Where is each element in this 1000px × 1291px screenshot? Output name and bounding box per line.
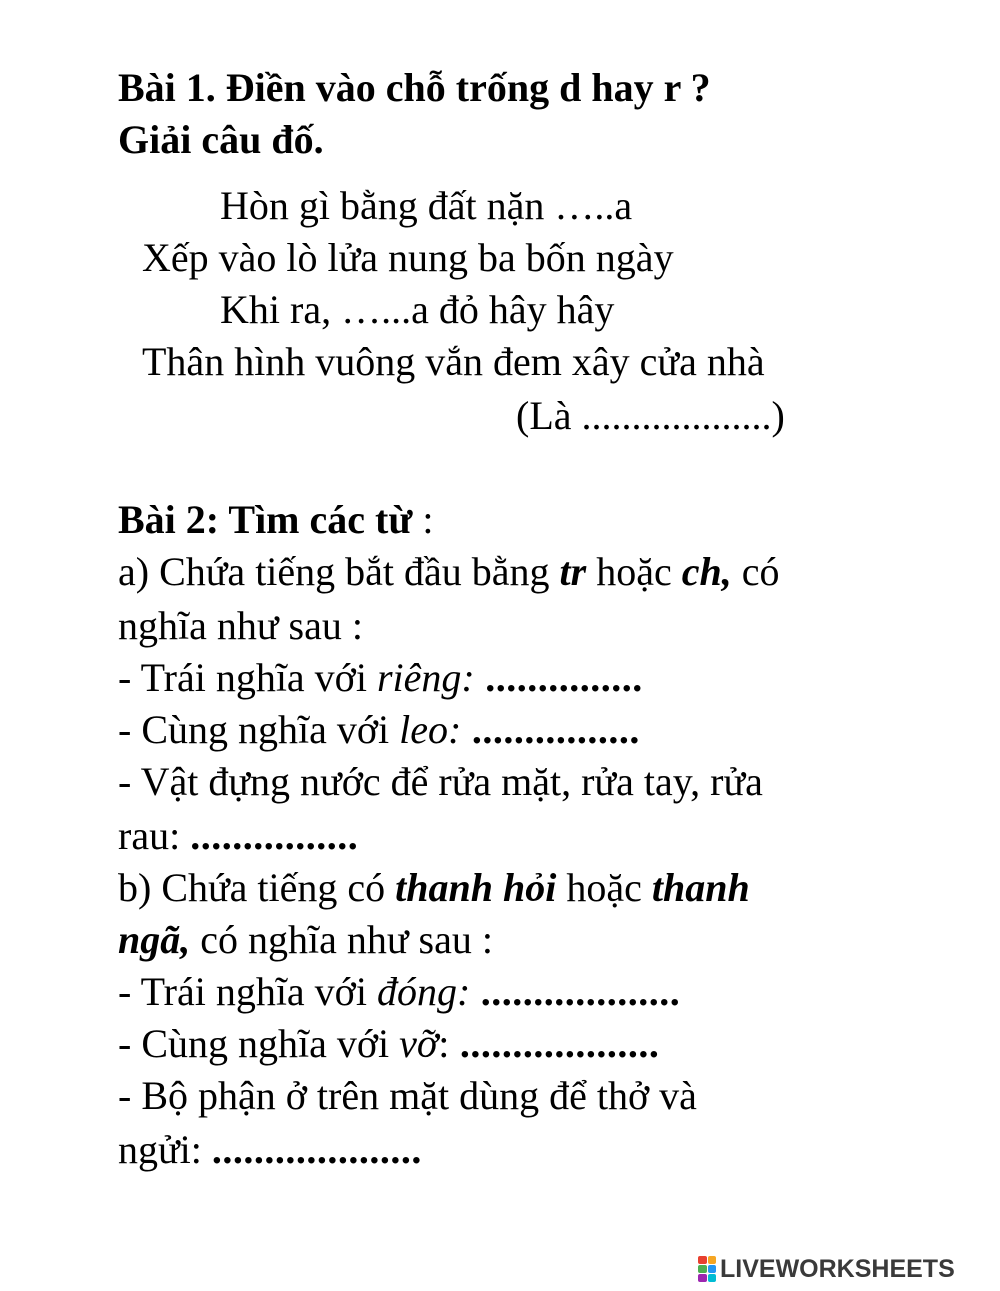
part-a-or: hoặc: [586, 549, 682, 594]
poem-line-1: Hòn gì bằng đất nặn …..a: [220, 183, 633, 228]
part-a-item-1: [118, 652, 643, 704]
part-b-item-2: [118, 1018, 659, 1070]
riddle-answer-blank[interactable]: (Là ...................): [516, 393, 785, 438]
part-b-item-1: [118, 966, 680, 1018]
part-b-item-3-blank[interactable]: ....................: [211, 1127, 422, 1172]
part-a-item-2-label: - Cùng nghĩa với: [118, 707, 400, 752]
part-b-line-2: [118, 914, 493, 966]
keyword-nga: ngã,: [118, 917, 191, 962]
part-b-line-1: [118, 862, 750, 914]
exercise-2-heading-colon: :: [412, 497, 434, 542]
part-b-or: hoặc: [556, 865, 652, 910]
part-b-item-1-word: đóng:: [376, 969, 471, 1014]
part-b-item-3-ngui: ngửi:: [118, 1127, 212, 1172]
part-a-intro: a) Chứa tiếng bắt đầu bằng: [118, 549, 560, 594]
keyword-ch: ch,: [681, 549, 732, 594]
part-b-item-2-blank[interactable]: ...................: [449, 1021, 660, 1066]
poem-line-3: Khi ra, …...a đỏ hây hây: [220, 287, 615, 332]
exercise-1-title: Bài 1. Điền vào chỗ trống d hay r ?: [118, 65, 711, 110]
part-b-intro: b) Chứa tiếng có: [118, 865, 396, 910]
part-a-item-3-blank[interactable]: ................: [190, 813, 359, 858]
part-a-item-3-line-1: - Vật đựng nước để rửa mặt, rửa tay, rửa: [118, 759, 763, 804]
part-b-item-2-label: - Cùng nghĩa với: [118, 1021, 400, 1066]
exercise-2-heading: [118, 494, 433, 546]
part-a-item-2-word: leo:: [399, 707, 462, 752]
keyword-thanh-hoi: thanh hỏi: [395, 865, 557, 910]
part-a-item-2: [118, 704, 640, 756]
part-a-line-1: [118, 546, 780, 598]
part-b-item-2-word: vỡ: [399, 1021, 439, 1066]
part-a-line-2: nghĩa như sau :: [118, 603, 363, 648]
part-a-item-1-blank[interactable]: ...............: [474, 655, 643, 700]
part-a-item-3-line-2: [118, 810, 358, 862]
part-a-co: có: [731, 549, 780, 594]
exercise-2-heading-bold: Bài 2: Tìm các từ: [118, 497, 413, 542]
part-a-item-2-blank[interactable]: ................: [461, 707, 640, 752]
part-b-item-1-blank[interactable]: ...................: [470, 969, 681, 1014]
part-a-item-1-label: - Trái nghĩa với: [118, 655, 377, 700]
part-a-item-1-word: riêng:: [376, 655, 475, 700]
part-b-item-2-colon: :: [438, 1021, 450, 1066]
part-b-item-1-label: - Trái nghĩa với: [118, 969, 377, 1014]
part-b-item-3-line-1: - Bộ phận ở trên mặt dùng để thở và: [118, 1073, 697, 1118]
part-a-item-3-rau: rau:: [118, 813, 191, 858]
keyword-tr: tr: [559, 549, 587, 594]
keyword-thanh: thanh: [651, 865, 750, 910]
liveworksheets-logo-icon: [698, 1256, 716, 1282]
exercise-1-subtitle: Giải câu đố.: [118, 117, 324, 162]
liveworksheets-logo-text: LIVEWORKSHEETS: [720, 1254, 955, 1283]
poem-line-4: Thân hình vuông vắn đem xây cửa nhà: [142, 339, 765, 384]
part-b-item-3-line-2: [118, 1124, 422, 1176]
poem-line-2: Xếp vào lò lửa nung ba bốn ngày: [142, 235, 674, 280]
liveworksheets-logo: [698, 1254, 994, 1284]
part-b-line-2-rest: có nghĩa như sau :: [190, 917, 493, 962]
